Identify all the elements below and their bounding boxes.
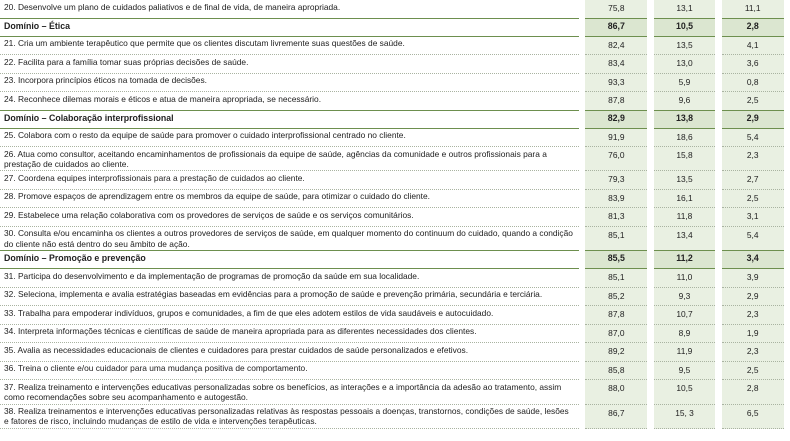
competency-text: 20. Desenvolve um plano de cuidados paliativos e de final de vida, de maneira apropriada.: [0, 0, 579, 18]
domain-title: Domínio – Promoção e prevenção: [0, 251, 579, 269]
competency-text: 22. Facilita para a família tomar suas próprias decisões de saúde.: [0, 55, 579, 74]
column-gap: [784, 226, 790, 250]
table-row: [0, 287, 790, 306]
value-cell-2: 13,5: [654, 36, 716, 55]
value-cell-1: 83,4: [585, 55, 647, 74]
value-cell-3: 2,7: [722, 171, 784, 190]
table-row: [0, 189, 790, 208]
value-cell-1: 75,8: [585, 0, 647, 18]
value-cell-1: 88,0: [585, 380, 647, 404]
value-cell-1: 85,8: [585, 361, 647, 380]
value-cell-3: 2,3: [722, 306, 784, 325]
value-cell-2: 11,8: [654, 208, 716, 227]
table-row: [0, 404, 790, 428]
value-cell-2: 11,2: [654, 251, 716, 269]
value-cell-1: 82,4: [585, 36, 647, 55]
column-gap: [784, 147, 790, 171]
value-cell-3: 2,3: [722, 147, 784, 171]
competency-text: 34. Interpreta informações técnicas e científicas de saúde de maneira apropriada para as diferentes necessidades dos clientes.: [0, 324, 579, 343]
value-cell-1: 86,7: [585, 404, 647, 428]
column-gap: [784, 92, 790, 111]
column-gap: [784, 189, 790, 208]
domain-title: Domínio – Colaboração interprofissional: [0, 110, 579, 128]
competency-text: 27. Coordena equipes interprofissionais para a prestação de cuidados ao cliente.: [0, 171, 579, 190]
value-cell-2: 8,9: [654, 324, 716, 343]
value-cell-2: 13,5: [654, 171, 716, 190]
domain-row: [0, 110, 790, 128]
competency-text: 25. Colabora com o resto da equipe de saúde para promover o cuidado interprofissional centrado no cliente.: [0, 128, 579, 147]
value-cell-2: 15,8: [654, 147, 716, 171]
table-row: [0, 0, 790, 18]
column-gap: [784, 0, 790, 18]
table-row: [0, 343, 790, 362]
table-row: [0, 324, 790, 343]
value-cell-3: 2,9: [722, 110, 784, 128]
column-gap: [784, 73, 790, 92]
value-cell-2: 10,5: [654, 380, 716, 404]
value-cell-3: 2,5: [722, 361, 784, 380]
value-cell-3: 2,3: [722, 343, 784, 362]
value-cell-2: 11,9: [654, 343, 716, 362]
value-cell-3: 11,1: [722, 0, 784, 18]
value-cell-1: 87,0: [585, 324, 647, 343]
competency-text: 21. Cria um ambiente terapêutico que permite que os clientes discutam livremente suas questões de saúde.: [0, 36, 579, 55]
value-cell-3: 2,5: [722, 92, 784, 111]
value-cell-2: 10,5: [654, 18, 716, 36]
value-cell-3: 3,4: [722, 251, 784, 269]
value-cell-1: 85,5: [585, 251, 647, 269]
value-cell-1: 87,8: [585, 306, 647, 325]
column-gap: [784, 380, 790, 404]
table-row: [0, 128, 790, 147]
competency-text: 35. Avalia as necessidades educacionais de clientes e cuidadores para prestar cuidados de saúde personalizados e efetivos.: [0, 343, 579, 362]
value-cell-1: 86,7: [585, 18, 647, 36]
value-cell-1: 85,2: [585, 287, 647, 306]
value-cell-3: 4,1: [722, 36, 784, 55]
value-cell-2: 18,6: [654, 128, 716, 147]
competency-text: 30. Consulta e/ou encaminha os clientes a outros provedores de serviços de saúde, em qualquer momento do continuum do cuidado, quando a condição do cliente não está dentro do seu âmbito de ação.: [0, 226, 579, 250]
competency-text: 36. Treina o cliente e/ou cuidador para uma mudança positiva de comportamento.: [0, 361, 579, 380]
competency-text: 37. Realiza treinamento e intervenções educativas personalizadas sobre os benefícios, as interações e a importância da adesão ao tratamento, assim como recomendações sobre seu acompanhamento e autogestão.: [0, 380, 579, 404]
value-cell-3: 3,9: [722, 269, 784, 288]
value-cell-1: 76,0: [585, 147, 647, 171]
value-cell-2: 15, 3: [654, 404, 716, 428]
domain-title: Domínio – Ética: [0, 18, 579, 36]
competency-text: 38. Realiza treinamentos e intervenções educativas personalizadas relativas às respostas pessoais a doenças, transtornos, condições de saúde, lesões e fatores de risco, incluindo mudanças de estilo de vida e intervenções terapêuticas.: [0, 404, 579, 428]
competency-text: 28. Promove espaços de aprendizagem entre os membros da equipe de saúde, para otimizar o cuidado do cliente.: [0, 189, 579, 208]
column-gap: [784, 269, 790, 288]
value-cell-2: 10,7: [654, 306, 716, 325]
competency-text: 26. Atua como consultor, aceitando encaminhamentos de profissionais da equipe de saúde, agências da comunidade e outros profissionais para a prestação de cuidados ao cliente.: [0, 147, 579, 171]
table-row: [0, 147, 790, 171]
value-cell-1: 85,1: [585, 269, 647, 288]
value-cell-2: 13,1: [654, 0, 716, 18]
competency-text: 31. Participa do desenvolvimento e da implementação de programas de promoção da saúde em sua localidade.: [0, 269, 579, 288]
value-cell-3: 2,8: [722, 18, 784, 36]
value-cell-3: 5,4: [722, 226, 784, 250]
table-row: [0, 171, 790, 190]
value-cell-2: 9,3: [654, 287, 716, 306]
value-cell-1: 91,9: [585, 128, 647, 147]
competency-text: 29. Estabelece uma relação colaborativa com os provedores de serviços de saúde e os serviços comunitários.: [0, 208, 579, 227]
column-gap: [784, 251, 790, 269]
value-cell-2: 9,6: [654, 92, 716, 111]
value-cell-3: 3,1: [722, 208, 784, 227]
value-cell-2: 5,9: [654, 73, 716, 92]
table-row: [0, 36, 790, 55]
value-cell-1: 85,1: [585, 226, 647, 250]
value-cell-1: 87,8: [585, 92, 647, 111]
competency-text: 23. Incorpora princípios éticos na tomada de decisões.: [0, 73, 579, 92]
competency-text: 33. Trabalha para empoderar indivíduos, grupos e comunidades, a fim de que eles adotem estilos de vida saudáveis e autocuidado.: [0, 306, 579, 325]
value-cell-3: 6,5: [722, 404, 784, 428]
competency-text: 24. Reconhece dilemas morais e éticos e atua de maneira apropriada, se necessário.: [0, 92, 579, 111]
value-cell-2: 11,0: [654, 269, 716, 288]
value-cell-1: 79,3: [585, 171, 647, 190]
domain-row: [0, 18, 790, 36]
column-gap: [784, 128, 790, 147]
value-cell-1: 82,9: [585, 110, 647, 128]
column-gap: [784, 287, 790, 306]
value-cell-3: 2,8: [722, 380, 784, 404]
value-cell-2: 13,0: [654, 55, 716, 74]
value-cell-1: 83,9: [585, 189, 647, 208]
column-gap: [784, 343, 790, 362]
value-cell-1: 81,3: [585, 208, 647, 227]
table-row: [0, 226, 790, 250]
table-row: [0, 306, 790, 325]
column-gap: [784, 55, 790, 74]
value-cell-1: 93,3: [585, 73, 647, 92]
value-cell-3: 2,5: [722, 189, 784, 208]
column-gap: [784, 110, 790, 128]
domain-row: [0, 251, 790, 269]
value-cell-2: 16,1: [654, 189, 716, 208]
table-row: [0, 208, 790, 227]
column-gap: [784, 306, 790, 325]
table-row: [0, 269, 790, 288]
column-gap: [784, 18, 790, 36]
table-row: [0, 55, 790, 74]
value-cell-3: 5,4: [722, 128, 784, 147]
column-gap: [784, 404, 790, 428]
competency-text: 32. Seleciona, implementa e avalia estratégias baseadas em evidências para a promoção de saúde e prevenção primária, secundária e terciária.: [0, 287, 579, 306]
value-cell-2: 9,5: [654, 361, 716, 380]
table-row: [0, 380, 790, 404]
value-cell-3: 0,8: [722, 73, 784, 92]
table-row: [0, 73, 790, 92]
column-gap: [784, 36, 790, 55]
column-gap: [784, 208, 790, 227]
column-gap: [784, 324, 790, 343]
column-gap: [784, 361, 790, 380]
value-cell-3: 2,9: [722, 287, 784, 306]
value-cell-3: 1,9: [722, 324, 784, 343]
value-cell-2: 13,4: [654, 226, 716, 250]
value-cell-1: 89,2: [585, 343, 647, 362]
value-cell-2: 13,8: [654, 110, 716, 128]
column-gap: [784, 171, 790, 190]
table-row: [0, 361, 790, 380]
value-cell-3: 3,6: [722, 55, 784, 74]
table-row: [0, 92, 790, 111]
